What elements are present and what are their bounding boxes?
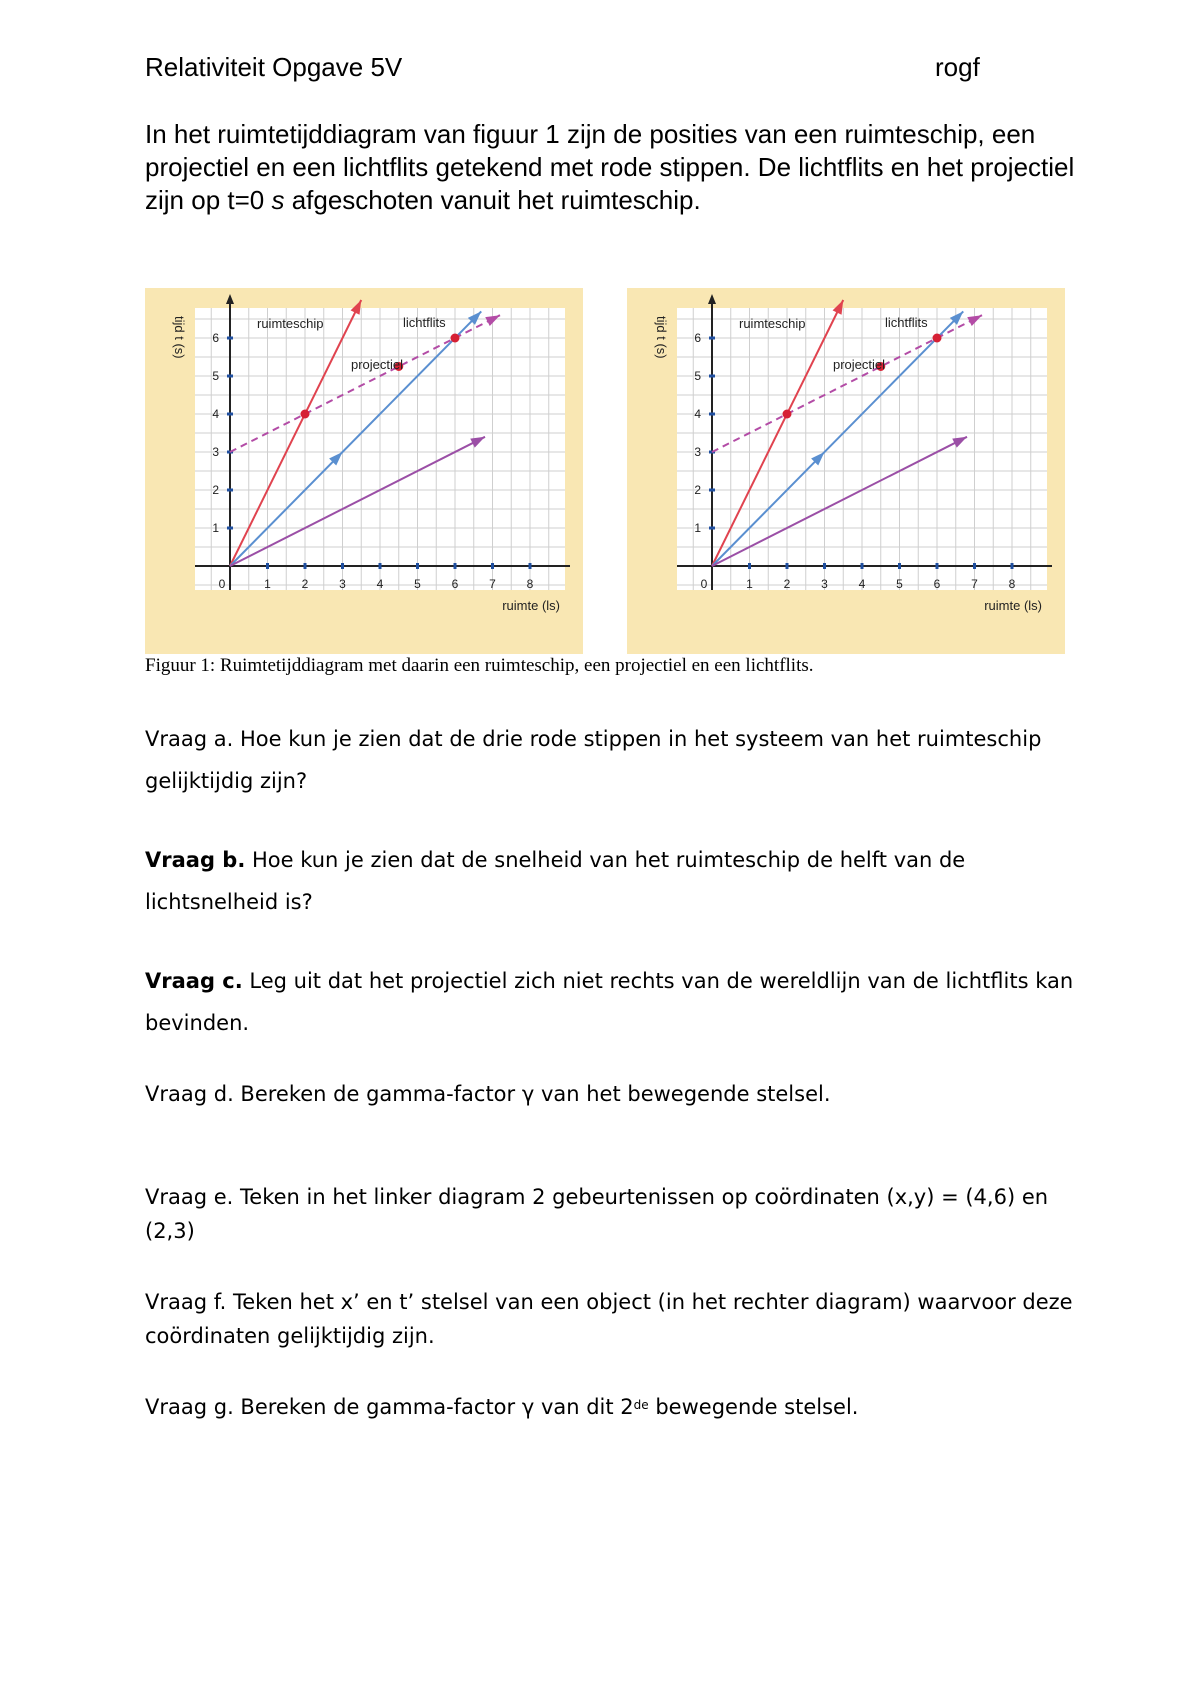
- question-e-text: Teken in het linker diagram 2 gebeurtenissen op coördinaten (x,y) = (4,6) en (2,3): [145, 1185, 1049, 1243]
- question-g-label: Vraag g.: [145, 1395, 234, 1419]
- x-tick-label: 1: [264, 577, 271, 591]
- figure-caption: Figuur 1: Ruimtetijddiagram met daarin een ruimteschip, een projectiel en een lichtflits.: [145, 655, 814, 676]
- y-tick-label: 1: [212, 521, 219, 535]
- y-tick-label: 4: [212, 407, 219, 421]
- x-tick-label: 2: [783, 577, 791, 591]
- intro-paragraph: [145, 118, 1075, 217]
- y-tick-label: 1: [694, 521, 701, 535]
- document-title: Relativiteit Opgave 5V: [145, 52, 403, 82]
- intro-text-2: afgeschoten vanuit het ruimteschip.: [284, 185, 701, 215]
- y-tick-label: 2: [212, 483, 219, 497]
- y-tick-label: 3: [212, 445, 219, 459]
- question-b-label: Vraag b.: [145, 848, 246, 872]
- spacetime-diagram-right: [627, 288, 1065, 654]
- x-tick-label: 7: [489, 577, 496, 591]
- question-g: [145, 1390, 1075, 1424]
- x-tick-label: 2: [301, 577, 309, 591]
- y-axis-arrow-icon: [708, 294, 716, 304]
- event-dot-lichtflits: [451, 334, 460, 343]
- x-tick-label: 6: [933, 577, 941, 591]
- question-c-text: Leg uit dat het projectiel zich niet rechts van de wereldlijn van de lichtflits kan bevinden.: [145, 969, 1074, 1035]
- question-c: [145, 960, 1075, 1044]
- question-g-superscript: de: [633, 1398, 649, 1412]
- figure-left: [145, 288, 583, 654]
- y-tick-label: 6: [212, 331, 219, 345]
- y-tick-label: 5: [694, 369, 701, 383]
- question-a-text: Hoe kun je zien dat de drie rode stippen in het systeem van het ruimteschip gelijktijdig zijn?: [145, 727, 1042, 793]
- question-e: [145, 1180, 1075, 1248]
- question-b-text: Hoe kun je zien dat de snelheid van het ruimteschip de helft van de lichtsnelheid is?: [145, 848, 966, 914]
- y-tick-label: 3: [694, 445, 701, 459]
- question-f-label: Vraag f.: [145, 1290, 227, 1314]
- y-axis-label: tijd t (s): [172, 316, 187, 359]
- y-tick-label: 6: [694, 331, 701, 345]
- question-e-label: Vraag e.: [145, 1185, 234, 1209]
- event-dot-ruimteschip: [783, 410, 792, 419]
- intro-text-1: In het ruimtetijddiagram van figuur 1 zijn de posities van een ruimteschip, een projectiel en een lichtflits getekend met rode stippen. De lichtflits en het projectiel zijn op t=0: [145, 119, 1075, 215]
- question-a: [145, 718, 1075, 802]
- question-b: [145, 839, 1075, 923]
- event-dot-ruimteschip: [301, 410, 310, 419]
- question-a-label: Vraag a.: [145, 727, 234, 751]
- x-tick-label: 0: [700, 577, 708, 591]
- x-tick-label: 4: [858, 577, 866, 591]
- x-tick-label: 6: [451, 577, 459, 591]
- x-axis-label: ruimte (ls): [984, 598, 1042, 613]
- author-code: rogf: [935, 52, 980, 82]
- spacetime-diagram-left: [145, 288, 583, 654]
- x-tick-label: 4: [376, 577, 384, 591]
- question-d-label: Vraag d.: [145, 1082, 234, 1106]
- y-tick-label: 4: [694, 407, 701, 421]
- x-tick-label: 3: [339, 577, 346, 591]
- question-c-label: Vraag c.: [145, 969, 243, 993]
- label-ruimteschip: ruimteschip: [257, 316, 324, 331]
- label-projectiel: projectiel: [351, 357, 404, 372]
- question-f: [145, 1285, 1075, 1353]
- question-d-text: Bereken de gamma-factor γ van het bewegende stelsel.: [233, 1082, 831, 1106]
- event-dot-lichtflits: [933, 334, 942, 343]
- x-tick-label: 8: [526, 577, 534, 591]
- intro-unit: s: [271, 185, 285, 215]
- x-tick-label: 8: [1008, 577, 1016, 591]
- x-tick-label: 0: [218, 577, 226, 591]
- label-lichtflits: lichtflits: [885, 315, 928, 330]
- x-tick-label: 7: [971, 577, 978, 591]
- x-axis-label: ruimte (ls): [502, 598, 560, 613]
- y-axis-label: tijd t (s): [654, 316, 669, 359]
- x-tick-label: 5: [414, 577, 421, 591]
- question-f-text: Teken het x’ en t’ stelsel van een object (in het rechter diagram) waarvoor deze coördinaten gelijktijdig zijn.: [145, 1290, 1073, 1348]
- label-projectiel: projectiel: [833, 357, 886, 372]
- x-tick-label: 3: [821, 577, 828, 591]
- question-g-text-end: bewegende stelsel.: [648, 1395, 859, 1419]
- x-tick-label: 1: [746, 577, 753, 591]
- x-tick-label: 5: [896, 577, 903, 591]
- question-d: [145, 1073, 1075, 1115]
- question-g-text: Bereken de gamma-factor γ van dit 2: [233, 1395, 634, 1419]
- y-axis-arrow-icon: [226, 294, 234, 304]
- y-tick-label: 2: [694, 483, 701, 497]
- y-tick-label: 5: [212, 369, 219, 383]
- figure-right: [627, 288, 1065, 654]
- label-lichtflits: lichtflits: [403, 315, 446, 330]
- label-ruimteschip: ruimteschip: [739, 316, 806, 331]
